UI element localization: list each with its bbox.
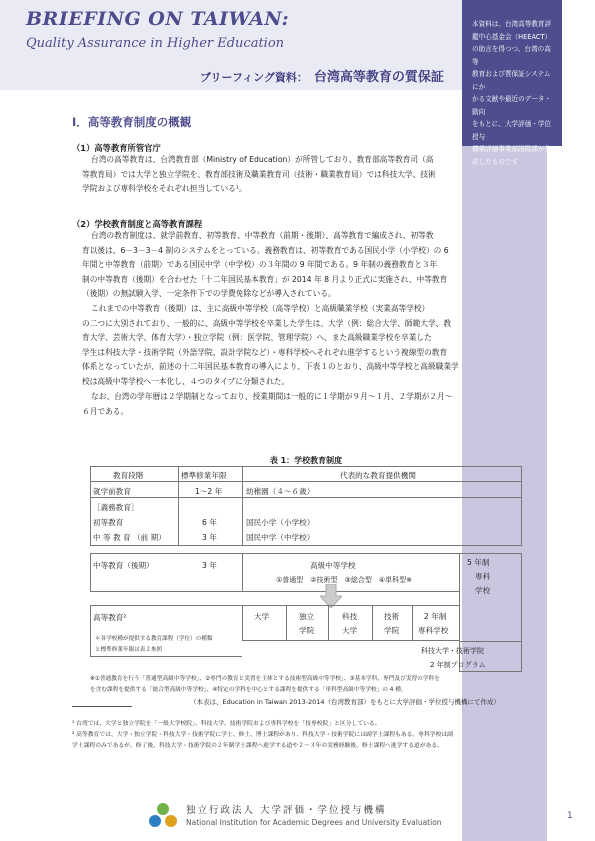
table-source: （本表は、Education in Taiwan 2013-2014（台湾教育部）をもとに大学評価・学位授与機構にて作成） [190, 698, 501, 706]
briefing-label-prefix: ブリーフィング資料： [200, 71, 308, 84]
higher-border [372, 605, 373, 641]
higher-note-1: ＊各学校種が提供する教育課程（学位）の種類 [95, 636, 213, 642]
organization-logo-icon [146, 800, 180, 830]
cell-preschool-inst: 幼稚園（４～６歳） [246, 487, 315, 496]
diagram-border [90, 553, 460, 554]
subsection-title-1: （1）高等教育所管官庁 [72, 143, 161, 153]
note-line: を含む課程を提供する「総合型高級中等学校」、④特定の学科を中心とする課程を提供する「単科型高級中等学校」の 4 種。 [90, 687, 407, 693]
higher-border [90, 605, 460, 606]
higher-border [328, 605, 329, 641]
table-caption: 表 1：学校教育制度 [269, 456, 343, 465]
footnote-line: ¹ 台湾では、大学と独立学院を「一般大学校院」、科技大学、技術学院および専科学校を「技専校院」と区分している。 [72, 721, 381, 727]
para-line: これまでの中等教育（後期）は、主に高級中等学校（高等学校）と高級職業学校（実業高等学校） [91, 304, 430, 313]
higher-col-college-1: 独立 [299, 612, 315, 621]
briefing-label-title: 台湾高等教育の質保証 [313, 70, 444, 85]
diagram-border [242, 553, 243, 591]
col-header-institutions: 代表的な教育提供機関 [340, 471, 416, 480]
organization-name-ja: 独立行政法人 大学評価・学位授与機構 [186, 805, 387, 816]
footnotes [72, 719, 532, 752]
diagram-border [521, 553, 522, 672]
para-line: 体系となっていたが、前述の十二年国民基本教育の導入により、下表１のとおり、高級中等学校と高級職業学 [82, 362, 459, 372]
cell-primary: 初等教育 [93, 518, 124, 527]
sidebar-line: 成したものです [472, 157, 519, 166]
para-line: 台湾の教育制度は、就学前教育、初等教育、中等教育（前期・後期）、高等教育で編成され、初等教 [91, 231, 434, 240]
para-line: 学院および専科学校をそれぞれ担当している¹。 [82, 184, 247, 194]
cell-senior-inst: 高級中等学校 [310, 561, 356, 570]
higher-border [286, 605, 287, 641]
sidebar-line: 鑑中心基金会（HEEACT） [472, 32, 552, 41]
section-title: I．高等教育制度の概観 [72, 115, 192, 129]
briefing-subtitle: Quality Assurance in Higher Education [26, 36, 285, 51]
higher-col-junior-2: 専科学校 [418, 626, 449, 635]
para-line: 校は高級中等学校へ一本化し、４つのタイプに分類された。 [82, 376, 290, 386]
paragraph-1 [82, 153, 514, 197]
table-border [90, 545, 522, 546]
paragraph-4 [82, 390, 514, 419]
note-line: ※①普通教育を行う「普通型高級中等学校」、②専門の教育と実習を主体とする技術型高級中等学校」、③基本学科、専門及び実習の学科を [90, 676, 440, 682]
sidebar-line: 機構評価事業部国際課が作 [472, 145, 552, 153]
footnote-line: ² 高等教育では、大学・独立学院・科技大学・技術学院に学士、修士、博士課程があり、科技大学・技術学院には副学士課程もある。専科学校は副 [72, 732, 453, 738]
higher-col-tech-univ-2: 大学 [342, 626, 358, 635]
diagram-border [459, 641, 522, 642]
cell-preschool: 就学前教育 [93, 487, 131, 496]
table-border [178, 466, 179, 545]
higher-border [90, 605, 91, 657]
cell-higher: 高等教育² [93, 613, 127, 622]
briefing-label [200, 66, 444, 85]
sidebar-line: かる文献や最近のデータ・動向 [472, 95, 552, 116]
briefing-title: BRIEFING ON TAIWAN: [26, 8, 290, 30]
cell-primary-years: 6 年 [202, 518, 217, 527]
diagram-border [459, 553, 522, 554]
cell-senior-years: 3 年 [202, 561, 217, 570]
higher-note-2: と標準修業年限は表２参照 [95, 647, 163, 653]
senior-types: ①普通型 ②技術型 ③総合型 ④単科型※ [276, 576, 412, 584]
para-line: 学生は科技大学・技術学院（外語学院、設計学院など）・専科学校へそれぞれ進学するという複線型の教育 [82, 347, 448, 357]
table-border [521, 466, 522, 545]
col-header-years: 標準修業年限 [181, 471, 227, 480]
para-line: ６月である。 [82, 406, 129, 416]
table-border [90, 497, 522, 498]
paragraph-2 [82, 229, 514, 302]
para-line: 制の中等教育（後期）を合わせた「十二年国民基本教育」が 2014 年 8 月より正式に実施され、中等教育 [82, 274, 448, 284]
higher-border [242, 640, 460, 641]
higher-col-tech-coll-2: 学院 [384, 626, 400, 635]
subsection-title-2: （2）学校教育制度と高等教育課程 [72, 219, 203, 229]
cell-junior: 中 等 教 育 （前 期） [93, 533, 166, 542]
para-line: 年間と中等教育（前期）である国民中学（中学校）の３年間の 9 年間である。9 年制の義務教育と３年 [82, 260, 438, 270]
diagram-border [459, 671, 522, 672]
organization-name-en: National Institution for Academic Degrees and University Evaluation [186, 818, 442, 827]
tech-program-2: 2 年制プログラム [430, 661, 486, 669]
para-line: の二つに大別されており、一般的に、高級中等学校を卒業した学生は、大学（例：総合大学、師範大学、教 [82, 318, 452, 328]
table-border [90, 481, 522, 482]
higher-col-university: 大学 [254, 612, 270, 621]
diagram-border [90, 591, 242, 592]
paragraph-3 [82, 302, 514, 390]
higher-col-junior-1: 2 年制 [424, 612, 447, 621]
five-year-line1: 5 年制 [467, 558, 490, 567]
footnote-rule [72, 706, 132, 707]
footnote-line: 学士課程のみであるが、修了後、科技大学・技術学院の２年制学士課程へ進学する道や２～３年の実務経験後、修士課程へ進学する道がある。 [72, 743, 444, 749]
para-line: （後期）の無試験入学、一定条件下での学費免除などが導入されている。 [82, 289, 336, 299]
para-line: 育大学、芸術大学、体育大学）・独立学院（例：医学院、管理学院）へ、また高級職業学校を卒業した [82, 333, 432, 343]
para-line: なお、台湾の学年暦は２学期制となっており、授業期間は一般的に１学期が９月～１月、２学期が２月～ [91, 392, 453, 401]
five-year-line2: 専科 [475, 572, 491, 581]
higher-col-college-2: 学院 [299, 626, 315, 635]
para-line: 等教育局）では大学と独立学院を、教育部技術及職業教育司（技術・職業教育局）では科技大学、技術 [82, 169, 436, 179]
page-number: 1 [567, 811, 573, 821]
table-border [90, 466, 522, 467]
col-header-stage: 教育段階 [113, 471, 144, 480]
higher-border [90, 656, 242, 657]
cell-junior-inst: 国民中学（中学校） [246, 533, 315, 542]
table-border [90, 466, 91, 545]
table-notes [90, 674, 530, 696]
higher-border [412, 605, 413, 641]
sidebar-line: をもとに、大学評価・学位授与 [472, 120, 552, 141]
sidebar-line: 本資料は、台湾高等教育評 [472, 20, 552, 28]
cell-primary-inst: 国民小学（小学校） [246, 518, 315, 527]
five-year-line3: 学校 [475, 586, 491, 595]
para-line: 台湾の高等教育は、台湾教育部（Ministry of Education）が所管しており、教育部高等教育司（高 [91, 155, 434, 164]
para-line: 育以後は、6－3－3－4 制のシステムをとっている。義務教育は、初等教育である国民小学（小学校）の 6 [82, 245, 449, 255]
diagram-border [90, 553, 91, 591]
sidebar-line: 教育および質保証システムにか [472, 70, 551, 91]
cell-compulsory: ［義務教育］ [93, 503, 139, 512]
higher-col-tech-coll-1: 技術 [384, 612, 400, 621]
table-border [242, 466, 243, 545]
tech-program-1: 科技大学・技術学院 [421, 647, 484, 655]
sidebar-note [462, 0, 562, 166]
diagram-border [242, 591, 460, 592]
sidebar-line: の助言を得つつ、台湾の高等 [472, 45, 551, 66]
higher-col-tech-univ-1: 科技 [342, 612, 358, 621]
cell-senior: 中等教育（後期） [93, 561, 154, 570]
higher-border [242, 605, 243, 641]
cell-preschool-years: 1～2 年 [195, 487, 223, 496]
cell-junior-years: 3 年 [202, 533, 217, 542]
